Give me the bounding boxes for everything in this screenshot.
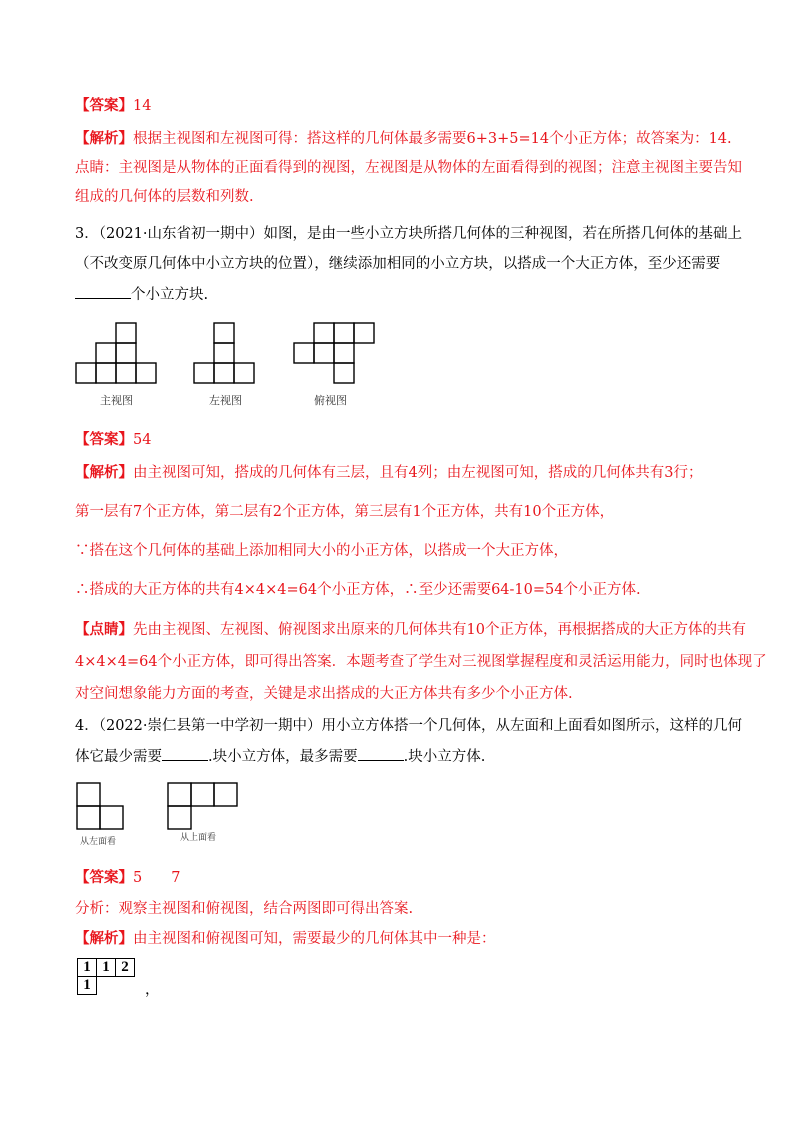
q3-analysis-line3: ∵搭在这个几何体的基础上添加相同大小的小正方体，以搭成一个大正方体，	[75, 543, 568, 559]
front-view-caption: 主视图	[100, 394, 133, 407]
analysis-tag: 【解析】	[75, 130, 133, 147]
grid-empty-cell	[116, 977, 135, 995]
q4-fenxi-line: 分析：观察主视图和俯视图，结合两图即可得出答案.	[75, 901, 414, 917]
q3-question-line1: 3．（2021·山东省初一期中）如图，是由一些小立方块所搭几何体的三种视图，若在所搭几何体的基础上	[75, 226, 742, 242]
q3-answer: 54	[133, 432, 152, 448]
front-view-figure	[75, 322, 159, 386]
answer-tag: 【答案】	[75, 869, 133, 886]
tip-tag: 【点睛】	[75, 621, 133, 638]
q3-tip-text1: 先由主视图、左视图、俯视图求出原来的几何体共有10个正方体，再根据搭成的大正方体的共有	[133, 622, 746, 638]
analysis-tag: 【解析】	[75, 464, 133, 481]
q3-analysis-line2: 第一层有7个正方体，第二层有2个正方体，第三层有1个正方体，共有10个正方体，	[75, 504, 615, 520]
grid-cell: 1	[97, 959, 116, 977]
q4-question-line1: 4．（2022·崇仁县第一中学初一期中）用小立方体搭一个几何体，从左面和上面看如图所示，这样的几何	[75, 718, 742, 734]
max-answer-blank	[358, 746, 404, 761]
answer-tag: 【答案】	[75, 97, 133, 114]
grid-empty-cell	[97, 977, 116, 995]
q3-question-suffix: 个小立方块.	[131, 287, 209, 303]
q4-left-view-figure	[76, 782, 126, 830]
q4-answer: 5 7	[133, 870, 181, 886]
q4-answer-line	[75, 868, 180, 888]
answer-blank	[75, 284, 131, 299]
q4-question-part3: .块小立方体.	[403, 749, 486, 765]
grid-cell: 1	[78, 977, 97, 995]
q3-question-line2: （不改变原几何体中小立方块的位置），继续添加相同的小立方块，以搭成一个大正方体，至少还需要	[75, 256, 721, 272]
q3-analysis-line1	[75, 463, 702, 483]
q4-top-view-figure	[167, 782, 241, 830]
q2-answer: 14	[133, 98, 152, 114]
answer-tag: 【答案】	[75, 431, 133, 448]
q4-analysis-line	[75, 929, 496, 949]
q2-answer-line	[75, 96, 151, 116]
min-answer-blank	[162, 746, 208, 761]
top-view-figure	[293, 322, 377, 386]
grid-cell: 1	[78, 959, 97, 977]
grid-cell: 2	[116, 959, 135, 977]
q3-tip-line2: 4×4×4=64个小正方体，即可得出答案．本题考查了学生对三视图掌握程度和灵活运用能力，同时也体现了	[75, 654, 767, 670]
q3-question-line3	[75, 284, 208, 305]
left-view-caption: 左视图	[209, 394, 242, 407]
q4-top-view-caption: 从上面看	[180, 833, 217, 843]
q2-analysis: 根据主视图和左视图可得：搭这样的几何体最多需要6+3+5=14个小正方体；故答案为：14.	[133, 131, 732, 147]
q4-question-part2: .块小立方体，最多需要	[208, 749, 358, 765]
grid-trailing-comma: ，	[145, 982, 160, 998]
q2-tip-line2: 组成的几何体的层数和列数.	[75, 189, 254, 205]
q4-question-line2	[75, 746, 485, 767]
grid-row	[78, 959, 135, 977]
q3-answer-line	[75, 430, 151, 450]
q2-analysis-line	[75, 129, 732, 149]
q3-tip-line3: 对空间想象能力方面的考查，关键是求出搭成的大正方体共有多少个小正方体.	[75, 686, 573, 702]
q3-tip-line1	[75, 620, 746, 640]
grid-row	[78, 977, 135, 995]
top-view-caption: 俯视图	[314, 394, 347, 407]
analysis-tag: 【解析】	[75, 930, 133, 947]
q4-analysis-text: 由主视图和俯视图可知，需要最少的几何体其中一种是：	[133, 931, 496, 947]
left-view-figure	[193, 322, 257, 386]
q3-analysis-text1: 由主视图可知，搭成的几何体有三层，且有4列；由左视图可知，搭成的几何体共有3行；	[133, 465, 703, 481]
q3-analysis-line4: ∴搭成的大正方体的共有4×4×4=64个小正方体，∴至少还需要64-10=54个小正方体.	[75, 582, 641, 598]
q4-left-view-caption: 从左面看	[80, 837, 117, 847]
q4-question-part1: 体它最少需要	[75, 749, 162, 765]
q2-tip-line1: 点睛：主视图是从物体的正面看得到的视图，左视图是从物体的左面看得到的视图；注意主视图主要告知	[75, 160, 742, 176]
min-cubes-grid	[77, 958, 135, 995]
